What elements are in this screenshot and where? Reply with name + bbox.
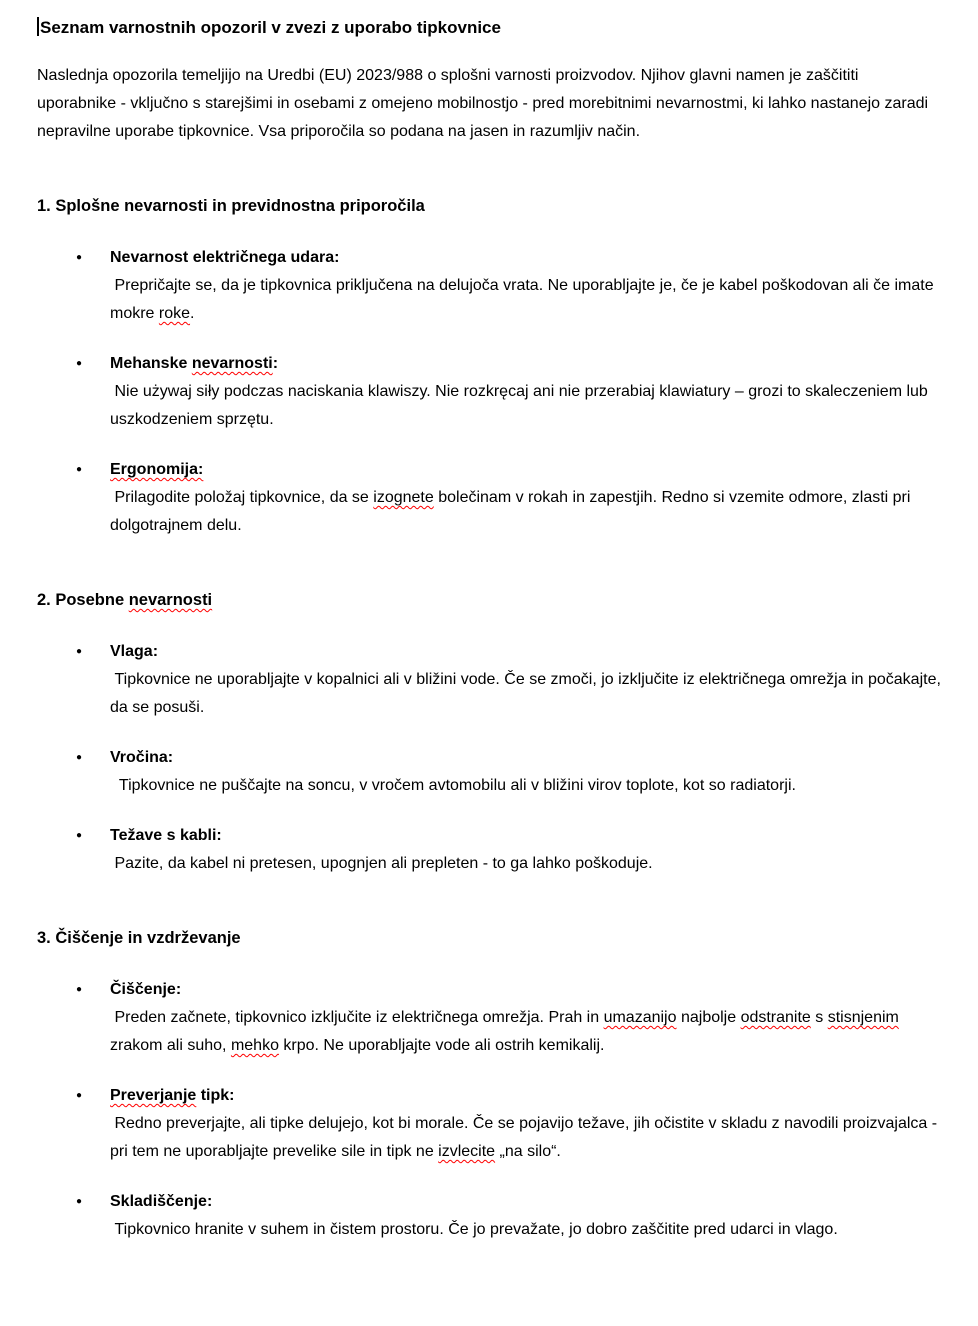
bullet-icon: ●	[76, 752, 83, 763]
bullet-icon: ●	[76, 646, 83, 657]
list-item	[37, 822, 941, 878]
item-body	[110, 1110, 941, 1166]
text-segment: 3. Čiščenje in vzdrževanje	[37, 929, 241, 947]
bullet-list	[37, 976, 941, 1244]
item-body	[110, 666, 946, 722]
text-segment: Redno preverjajte, ali tipke delujejo, kot bi morale. Če se pojavijo težave, jih očistite v skladu z navodili proizvajalca - pri tem ne uporabljajte prevelike sile in tipk ne	[110, 1115, 942, 1160]
text-segment: Nevarnost električnega udara:	[110, 249, 340, 266]
text-segment: Vlaga:	[110, 643, 159, 660]
bullet-icon: ●	[76, 830, 83, 841]
text-segment: 2. Posebne	[37, 591, 129, 609]
item-term	[110, 1082, 941, 1110]
text-segment: Preden začnete, tipkovnico izključite iz električnega omrežja. Prah in	[110, 1009, 604, 1026]
misspelled-word: roke	[158, 305, 191, 322]
item-term	[110, 1188, 941, 1216]
text-segment: Prilagodite položaj tipkovnice, da se	[110, 489, 374, 506]
misspelled-word: nevarnosti	[128, 591, 213, 609]
list-item	[37, 1188, 941, 1244]
bullet-icon: ●	[76, 358, 83, 369]
text-segment: „na silo“.	[495, 1143, 561, 1160]
item-content	[110, 456, 941, 540]
list-item	[37, 976, 941, 1060]
item-content	[110, 350, 941, 434]
text-segment: zrakom ali suho,	[110, 1009, 904, 1054]
misspelled-word: mehko	[230, 1037, 279, 1054]
item-content	[110, 244, 941, 328]
misspelled-word: izognete	[373, 489, 434, 506]
text-segment: Težave s kabli:	[110, 827, 222, 844]
list-item	[37, 638, 946, 722]
section-general-hazards	[37, 192, 941, 540]
item-content	[110, 976, 941, 1060]
item-term	[110, 456, 941, 484]
item-content	[110, 744, 941, 800]
misspelled-word: Preverjanje	[110, 1087, 197, 1104]
bullet-icon: ●	[76, 1196, 83, 1207]
item-body	[110, 1004, 941, 1060]
bullet-icon: ●	[76, 1090, 83, 1101]
bullet-icon: ●	[76, 984, 83, 995]
list-item	[37, 350, 941, 434]
bullet-icon: ●	[76, 464, 83, 475]
document-title-text: Seznam varnostnih opozoril v zvezi z uporabo tipkovnice	[40, 18, 501, 37]
section-heading	[37, 924, 941, 952]
section-special-hazards	[37, 586, 946, 878]
bullet-icon: ●	[76, 252, 83, 263]
item-term	[110, 638, 941, 666]
item-content	[110, 822, 941, 878]
item-term	[110, 976, 941, 1004]
text-segment: Čiščenje:	[110, 981, 182, 998]
item-term	[110, 350, 941, 378]
item-content	[110, 1082, 941, 1166]
text-segment: 1. Splošne nevarnosti in previdnostna priporočila	[37, 197, 425, 215]
bullet-list	[37, 244, 941, 540]
item-content	[110, 1188, 941, 1244]
misspelled-word: umazanijo	[603, 1009, 677, 1026]
list-item	[37, 456, 941, 540]
list-item	[37, 1082, 941, 1166]
text-segment: najbolje	[676, 1009, 741, 1026]
text-cursor	[37, 17, 39, 36]
misspelled-word: Ergonomija:	[110, 461, 204, 478]
text-segment: Prepričajte se, da je tipkovnica priključena na delujoča vrata. Ne uporabljajte je, če je kabel poškodovan ali če imate mokre	[110, 277, 939, 322]
text-segment: Tipkovnice ne uporabljajte v kopalnici ali v bližini vode. Če se zmoči, jo izključite iz električnega omrežja in počakajte, da se posuši.	[110, 671, 946, 716]
item-body	[110, 272, 941, 328]
list-item	[37, 244, 941, 328]
text-segment: Pazite, da kabel ni pretesen, upognjen ali prepleten - to ga lahko poškoduje.	[110, 855, 653, 872]
text-segment: Nie używaj siły podczas naciskania klawiszy. Nie rozkręcaj ani nie przerabiaj klawiatury – grozi to skaleczeniem lub uszkodzeniem sprzętu.	[110, 383, 933, 428]
text-segment: Tipkovnice ne puščajte na soncu, v vročem avtomobilu ali v bližini virov toplote, kot so radiatorji.	[110, 777, 796, 794]
misspelled-word: izvlecite	[438, 1143, 496, 1160]
text-segment: Mehanske	[110, 355, 192, 372]
item-term	[110, 822, 941, 850]
intro-paragraph: Naslednja opozorila temeljijo na Uredbi (EU) 2023/988 o splošni varnosti proizvodov. Njihov glavni namen je zaščititi uporabnike - vključno s starejšimi in osebami z omejeno mobilnostjo - pred morebitnimi nevarnostmi, ki lahko nastanejo zaradi nepravilne uporabe tipkovnice. Vsa priporočila so podana na jasen in razumljiv način.	[37, 67, 933, 140]
misspelled-word: odstranite	[740, 1009, 811, 1026]
text-segment: Skladiščenje:	[110, 1193, 213, 1210]
section-heading	[37, 192, 941, 220]
section-cleaning-maintenance	[37, 924, 941, 1244]
item-body	[110, 772, 941, 800]
item-body	[110, 378, 941, 434]
document-title	[37, 14, 941, 42]
bullet-list	[37, 638, 946, 878]
text-segment: .	[190, 305, 195, 322]
misspelled-word: nevarnosti	[191, 355, 273, 372]
text-segment: tipk:	[196, 1087, 235, 1104]
item-term	[110, 744, 941, 772]
text-segment: Vročina:	[110, 749, 174, 766]
text-segment: :	[272, 355, 279, 372]
item-term	[110, 244, 941, 272]
section-heading	[37, 586, 941, 614]
item-body	[110, 484, 941, 540]
item-content	[110, 638, 946, 722]
text-segment: s	[810, 1009, 828, 1026]
misspelled-word: stisnjenim	[827, 1009, 899, 1026]
text-segment: krpo. Ne uporabljajte vode ali ostrih kemikalij.	[278, 1037, 605, 1054]
item-body	[110, 1216, 941, 1244]
item-body	[110, 850, 941, 878]
text-segment: Tipkovnico hranite v suhem in čistem prostoru. Če jo prevažate, jo dobro zaščitite pred udarci in vlago.	[110, 1221, 838, 1238]
list-item	[37, 744, 941, 800]
text-segment: bolečinam v rokah in zapestjih. Redno si vzemite odmore, zlasti pri dolgotrajnem delu.	[110, 489, 915, 534]
